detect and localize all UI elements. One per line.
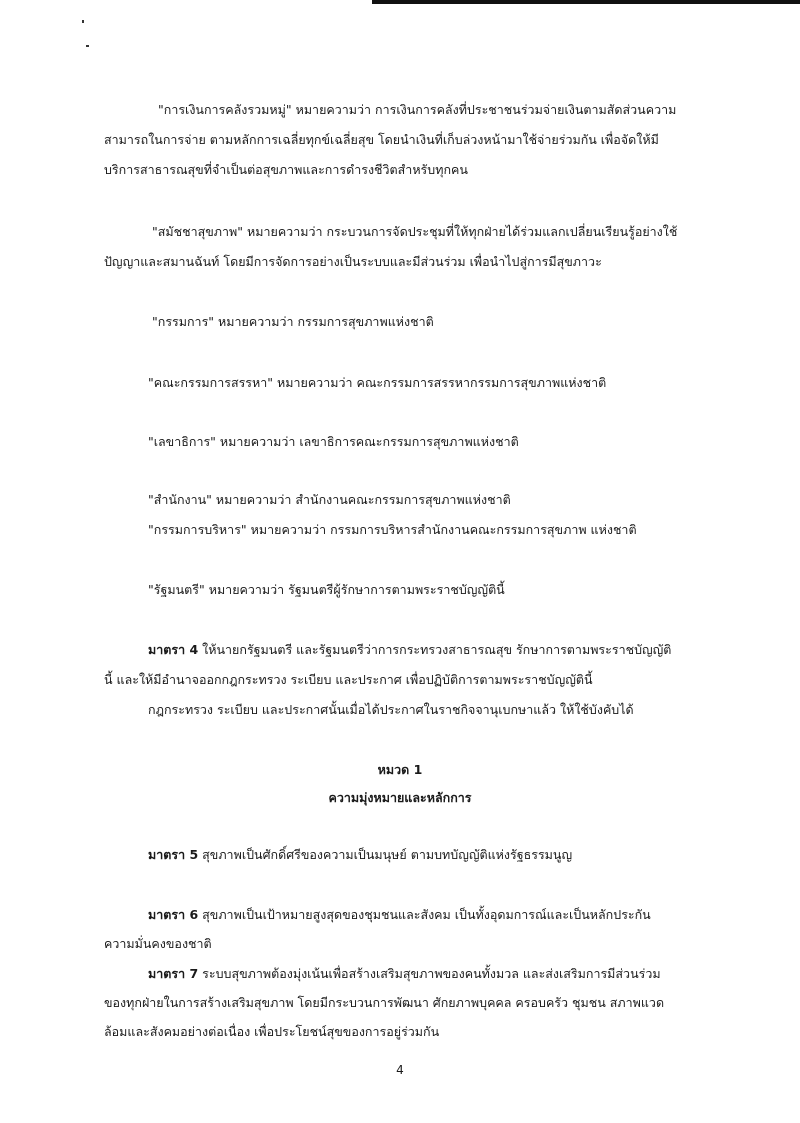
section-4-text: ให้นายกรัฐมนตรี และรัฐมนตรีว่าการกระทรวงสาธารณสุข รักษาการตามพระราชบัญญัติ: [198, 642, 672, 657]
section-4-label: มาตรา 4: [148, 642, 199, 657]
page-number: 4: [396, 1063, 404, 1077]
definition-office: "สำนักงาน" หมายความว่า สำนักงานคณะกรรมการสุขภาพแห่งชาติ: [148, 492, 511, 507]
chapter-title: ความมุ่งหมายและหลักการ: [328, 790, 472, 805]
definition-minister: "รัฐมนตรี" หมายความว่า รัฐมนตรีผู้รักษาการตามพระราชบัญญัตินี้: [148, 582, 505, 597]
section-7-text: ระบบสุขภาพต้องมุ่งเน้นเพื่อสร้างเสริมสุขภาพของคนทั้งมวล และส่งเสริมการมีส่วนร่วม: [198, 966, 661, 981]
definition-selection-committee: "คณะกรรมการสรรหา" หมายความว่า คณะกรรมการสรรหากรรมการสุขภาพแห่งชาติ: [148, 375, 607, 390]
section-5: [148, 845, 572, 865]
section-6-text: สุขภาพเป็นเป้าหมายสูงสุดของชุมชนและสังคม เป็นทั้งอุดมการณ์และเป็นหลักประกัน: [198, 907, 651, 922]
section-6-label: มาตรา 6: [148, 907, 199, 922]
section-4-line1: [148, 640, 671, 660]
top-edge-bar: [372, 0, 800, 4]
section-4-line2: นี้ และให้มีอำนาจออกกฎกระทรวง ระเบียบ และประกาศ เพื่อปฏิบัติการตามพระราชบัญญัตินี้: [104, 672, 593, 687]
section-7-line2: ของทุกฝ่ายในการสร้างเสริมสุขภาพ โดยมีกระบวนการพัฒนา ศักยภาพบุคคล ครอบครัว ชุมชน สภาพแวด: [104, 995, 665, 1010]
definition-executive-committee: "กรรมการบริหาร" หมายความว่า กรรมการบริหารสำนักงานคณะกรรมการสุขภาพ แห่งชาติ: [148, 522, 637, 537]
definition-health-assembly-line1: "สมัชชาสุขภาพ" หมายความว่า กระบวนการจัดประชุมที่ให้ทุกฝ่ายได้ร่วมแลกเปลี่ยนเรียนรู้อย่างใช้: [152, 224, 678, 239]
section-7-label: มาตรา 7: [148, 966, 199, 981]
definition-committee-member: "กรรมการ" หมายความว่า กรรมการสุขภาพแห่งชาติ: [152, 314, 434, 329]
definition-secretary-general: "เลขาธิการ" หมายความว่า เลขาธิการคณะกรรมการสุขภาพแห่งชาติ: [148, 434, 519, 449]
section-7-line3: ล้อมและสังคมอย่างต่อเนื่อง เพื่อประโยชน์สุขของการอยู่ร่วมกัน: [104, 1024, 440, 1039]
scan-speck: [86, 45, 89, 47]
section-6-line1: [148, 905, 651, 925]
section-7-line1: [148, 964, 661, 984]
section-6-line2: ความมั่นคงของชาติ: [104, 936, 212, 951]
scan-speck: [82, 20, 84, 23]
definition-collective-finance-line3: บริการสาธารณสุขที่จำเป็นต่อสุขภาพและการดำรงชีวิตสำหรับทุกคน: [104, 162, 468, 177]
section-4-line3: กฎกระทรวง ระเบียบ และประกาศนั้นเมื่อได้ประกาศในราชกิจจานุเบกษาแล้ว ให้ใช้บังคับได้: [148, 702, 634, 717]
chapter-number: หมวด 1: [377, 762, 423, 777]
section-5-text: สุขภาพเป็นศักดิ์ศรีของความเป็นมนุษย์ ตามบทบัญญัติแห่งรัฐธรรมนูญ: [198, 847, 573, 862]
section-5-label: มาตรา 5: [148, 847, 199, 862]
definition-collective-finance-line2: สามารถในการจ่าย ตามหลักการเฉลี่ยทุกข์เฉลี่ยสุข โดยนำเงินที่เก็บล่วงหน้ามาใช้จ่ายร่วมกัน เพื่อจัดให้มี: [104, 132, 659, 147]
definition-collective-finance-line1: "การเงินการคลังรวมหมู่" หมายความว่า การเงินการคลังที่ประชาชนร่วมจ่ายเงินตามสัดส่วนความ: [158, 102, 677, 117]
definition-health-assembly-line2: ปัญญาและสมานฉันท์ โดยมีการจัดการอย่างเป็นระบบและมีส่วนร่วม เพื่อนำไปสู่การมีสุขภาวะ: [104, 254, 602, 269]
